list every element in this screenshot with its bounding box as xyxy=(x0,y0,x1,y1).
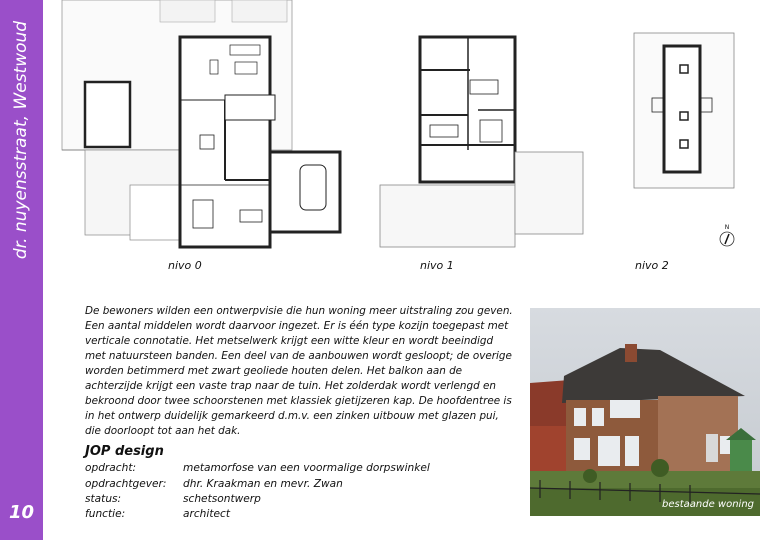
info-value: metamorfose van een voormalige dorpswinkel xyxy=(183,462,430,474)
project-description: De bewoners wilden een ontwerpvisie die hun woning meer uitstraling zou geven. Een aantal middelen wordt daarvoor ingezet. Er is één type kozijn toegepast met verticale connotatie. Het metselwerk krijgt een witte kleur en wordt beeindigd met natuursteen banden. Een deel van de aanbouwen wordt gesloopt; de overige worden betimmerd met zwart geoliede houten delen. Het balkon aan de achterzijde krijgt een vaste trap naar de tuin. Het zolderdak wordt verlengd en bekroond door twee schoorstenen met klassiek gietijzeren kap. De hoofdentree is in het ontwerp duidelijk gemarkeerd d.m.v. een zinken uitbouw met glazen pui, die doorloopt tot aan het dak. xyxy=(85,305,513,437)
svg-text:N: N xyxy=(724,224,730,231)
sidebar xyxy=(0,0,43,540)
north-arrow-icon xyxy=(716,222,738,248)
info-key: opdrachtgever: xyxy=(85,478,167,490)
page-number: 10 xyxy=(8,502,35,523)
level-label-1: nivo 1 xyxy=(420,259,454,272)
plan-nivo-1 xyxy=(380,37,583,247)
floor-plans xyxy=(58,0,763,255)
existing-house-photo xyxy=(530,308,760,516)
info-value: dhr. Kraakman en mevr. Zwan xyxy=(183,478,343,490)
photo-caption: bestaande woning xyxy=(662,499,755,510)
plan-nivo-0 xyxy=(62,0,340,247)
info-key: opdracht: xyxy=(85,462,137,474)
project-address: dr. nuyensstraat, Westwoud xyxy=(11,20,31,260)
info-value: architect xyxy=(183,508,230,520)
info-value: schetsontwerp xyxy=(183,493,261,505)
info-key: functie: xyxy=(85,508,126,520)
project-heading: JOP design xyxy=(85,444,164,459)
level-label-2: nivo 2 xyxy=(635,259,669,272)
info-key: status: xyxy=(85,493,122,505)
plan-nivo-2 xyxy=(634,33,734,188)
level-label-0: nivo 0 xyxy=(168,259,202,272)
